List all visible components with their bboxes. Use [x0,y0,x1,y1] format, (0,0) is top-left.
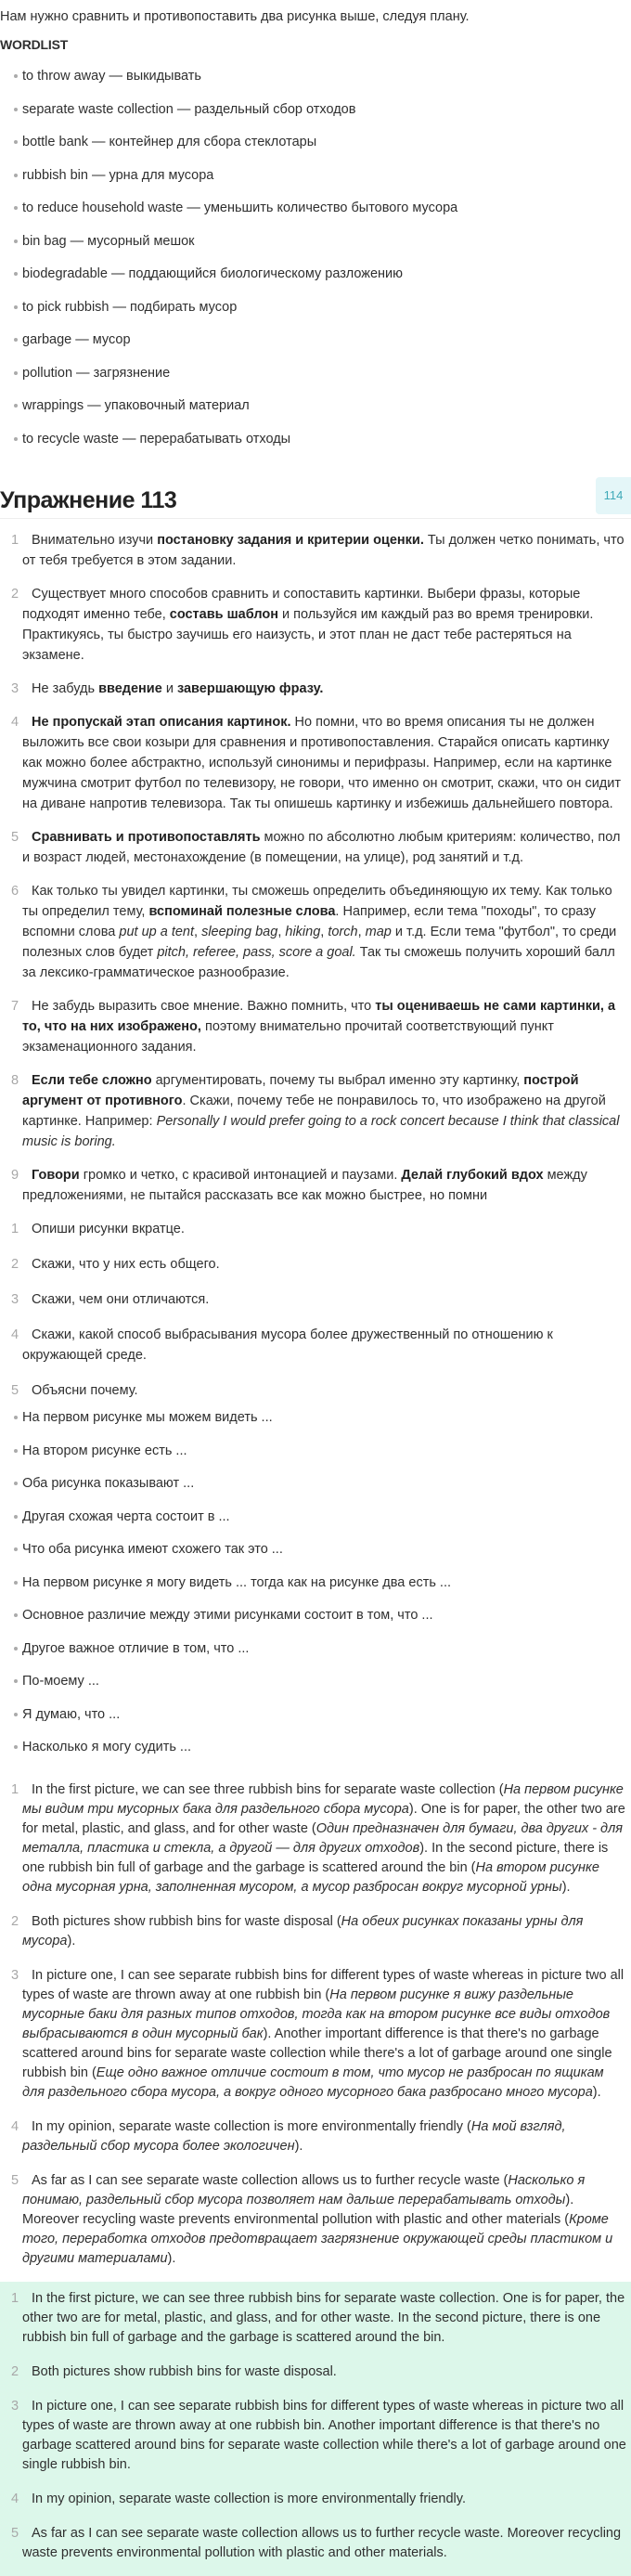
italic-text: На первом рисунке я вижу раздельные мусорные баки для разных типов отходов, тогда как на втором рисунке все виды отходов выбрасываются в один мусорный бак [22,1987,611,2041]
answer-item [0,1780,631,1897]
tip-item [0,996,631,1057]
text: Ты должен четко понимать, что от тебя требуется в этом задании. [22,533,625,568]
answers-with-translation [0,1780,631,2269]
answer-item [0,1912,631,1951]
wordlist [0,67,631,462]
wordlist-item: to throw away — выкидывать [0,67,631,100]
italic-text: map [365,925,392,939]
item-number: 2 [11,1913,19,1929]
tip-item [0,679,631,699]
italic-text: На первом рисунке мы видим три мусорных бака для раздельного сбора мусора [22,1781,624,1817]
italic-text: hiking [285,925,321,939]
item-number: 2 [11,2363,19,2379]
wordlist-item: wrappings — упаковочный материал [0,396,631,430]
bold-text: вспоминай полезные слова [148,904,336,919]
phrase-item: Другое важное отличие в том, что ... [0,1639,631,1673]
italic-text: torch [328,925,358,939]
plan-item [0,1289,631,1310]
italic-text: Personally I would prefer going to a rock concert because I think that classical music is boring. [22,1114,620,1149]
phrases-list [0,1408,631,1771]
text: , [277,925,286,939]
plan-item [0,1325,631,1366]
text: Внимательно изучи [32,533,158,548]
text: и [161,681,177,696]
item-number: 8 [11,1073,19,1088]
text: . Например, если тема "походы", то сразу вспомни слова [22,904,597,939]
exercise-title: Упражнение 113 [0,487,177,513]
text: ). [592,2084,601,2100]
text: можно по абсолютно любым критериям: количество, пол и возраст людей, местонахождение (в помещении, на улице), род занятий и т.д. [22,830,621,865]
text: Существует много способов сравнить и сопоставить картинки. Выбери фразы, которые подходят именно тебе, [22,587,581,622]
phrase-item: Основное различие между этими рисунками состоит в том, что ... [0,1606,631,1639]
text: Скажи, что у них есть общего. [32,1257,220,1272]
item-number: 1 [11,533,19,548]
item-number: 5 [11,1383,19,1398]
tip-item [0,881,631,983]
final-answer-item [0,2490,631,2509]
item-number: 3 [11,1292,19,1307]
text: Так ты сможешь получить хороший балл за лексико-грамматическое разнообразие. [22,945,615,980]
text: ). [294,2138,303,2154]
intro-text: Нам нужно сравнить и противопоставить два рисунка выше, следуя плану. [0,9,470,24]
item-number: 1 [11,2290,19,2306]
text: ). [67,1933,76,1948]
italic-text: put up a tent [119,925,195,939]
item-number: 5 [11,2172,19,2188]
italic-text: На мой взгляд, раздельный сбор мусора более экологичен [22,2118,566,2154]
plan-item [0,1380,631,1401]
text: In picture one, I can see separate rubbish bins for different types of waste whereas in picture two all types of waste are thrown away at one rubbish bin ( [22,1967,625,2002]
phrase-item: Другая схожая черта состоит в ... [0,1508,631,1541]
next-page-button[interactable]: 114 [596,477,631,514]
bold-text: постановку задания и критерии оценки. [157,533,424,548]
item-number: 5 [11,830,19,845]
bold-text: Говори [32,1168,80,1183]
italic-text: Еще одно важное отличие состоит в том, что мусор не разбросан по ящикам для раздельного сбора мусора, а вокруг одного мусорного бака разбросано много мусора [22,2065,604,2100]
bold-text: Если тебе сложно [32,1073,152,1088]
tip-item [0,1165,631,1206]
phrase-item: На первом рисунке мы можем видеть ... [0,1408,631,1442]
bold-text: составь шаблон [169,607,278,622]
text: ). [561,1879,571,1895]
italic-text: Кроме того, переработка отходов предотвращает загрязнение окружающей среды пластиком и другими материалами [22,2211,613,2266]
bold-text: Сравнивать и противопоставлять [32,830,261,845]
text: , [357,925,366,939]
item-number: 4 [11,715,19,730]
text: громко и четко, с красивой интонацией и паузами. [79,1168,402,1183]
italic-text: На втором рисунке одна мусорная урна, заполненная мусором, а мусор разбросан вокруг мусорной урны [22,1859,599,1895]
text: ). One is for paper, the other two are for metal, plastic, and glass, and for other waste ( [22,1801,625,1836]
plan-list [0,1219,631,1401]
final-answer-block [0,2282,631,2576]
tip-item [0,712,631,814]
text: между предложениями, не пытайся рассказать все как можно быстрее, но помни [22,1168,587,1203]
bold-text: построй аргумент от противного [22,1073,579,1108]
text: ). In the second picture, there is one rubbish bin full of garbage and the garbage is scattered around the bin ( [22,1840,609,1875]
final-answer-item [0,2362,631,2382]
answer-item [0,2171,631,2269]
item-number: 2 [11,1257,19,1272]
bold-text: введение [98,681,162,696]
text: и пользуйся им каждый раз во время тренировки. Практикуясь, ты быстро заучишь его наизусть, и этот план не даст тебе растеряться на экзамене. [22,607,594,663]
item-number: 3 [11,2398,19,2414]
tip-item [0,827,631,868]
bold-text: Не пропускай этап описания картинок. [32,715,291,730]
text: As far as I can see separate waste collection allows us to further recycle waste ( [32,2172,509,2188]
tip-item [0,584,631,666]
text: ). Another important difference is that there's no garbage scattered around bins for separate waste collection while there's a lot of garbage around one single rubbish bin ( [22,2026,612,2080]
text: Скажи, какой способ выбрасывания мусора более дружественный по отношению к окружающей среде. [22,1327,553,1363]
phrase-item: По-моему ... [0,1672,631,1705]
bold-text: завершающую фразу. [176,681,324,696]
bold-text: Делай глубокий вдох [401,1168,544,1183]
text: Как только ты увидел картинки, ты сможешь определить объединяющую их тему. Как только ты определил тему, [22,884,612,919]
text: In the first picture, we can see three rubbish bins for separate waste collection ( [32,1781,504,1797]
wordlist-item: pollution — загрязнение [0,364,631,397]
italic-text: Насколько я понимаю, раздельный сбор мусора позволяет нам дальше перерабатывать отходы [22,2172,586,2207]
item-number: 2 [11,587,19,602]
item-number: 1 [11,1222,19,1236]
item-number: 9 [11,1168,19,1183]
final-answer-item [0,2397,631,2475]
phrase-item: На втором рисунке есть ... [0,1442,631,1475]
text: As far as I can see separate waste collection allows us to further recycle waste. Moreover recycling waste prevents environmental pollution with plastic and other materials. [22,2525,622,2560]
wordlist-item: biodegradable — поддающийся биологическому разложению [0,265,631,298]
text: Скажи, чем они отличаются. [32,1292,210,1307]
tips-list [0,530,631,1206]
item-number: 5 [11,2525,19,2541]
tip-item [0,530,631,571]
final-answer-item [0,2524,631,2563]
text: Опиши рисунки вкратце. [32,1222,185,1236]
text: ). [167,2250,176,2266]
wordlist-item: to reduce household waste — уменьшить количество бытового мусора [0,199,631,232]
text: In my opinion, separate waste collection is more environmentally friendly. [32,2491,466,2506]
phrase-item: Я думаю, что ... [0,1705,631,1739]
wordlist-title: WORDLIST [0,37,69,52]
exercise-header [0,485,631,519]
phrase-item: Оба рисунка показывают ... [0,1474,631,1508]
text: Объясни почему. [32,1383,138,1398]
wordlist-item: separate waste collection — раздельный сбор отходов [0,100,631,134]
text: поэтому внимательно прочитай соответствующий пункт экзаменационного задания. [22,1019,554,1055]
italic-text: sleeping bag [201,925,278,939]
text: , [320,925,328,939]
italic-text: На обеих рисунках показаны урны для мусора [22,1913,584,1948]
phrase-item: Насколько я могу судить ... [0,1738,631,1771]
item-number: 3 [11,1967,19,1983]
text: ). Moreover recycling waste prevents environmental pollution with plastic and other materials ( [22,2192,574,2227]
tip-item [0,1070,631,1152]
answer-item [0,1966,631,2103]
text: Both pictures show rubbish bins for waste disposal ( [32,1913,341,1929]
item-number: 3 [11,681,19,696]
text: Но помни, что во время описания ты не должен выложить все свои козыри для сравнения и противопоставления. Старайся описать картинку как можно более абстрактно, используй синонимы и перифразы. Например, если на картинке мужчина смотрит футбол по телевизору, не говори, что именно он смотрит, скажи, что он сидит на диване напротив телевизора. Так ты опишешь картинку и избежишь дальнейшего повтора. [22,715,622,811]
text: In my opinion, separate waste collection is more environmentally friendly ( [32,2118,471,2134]
phrase-item: На первом рисунке я могу видеть ... тогда как на рисунке два есть ... [0,1573,631,1607]
text: In picture one, I can see separate rubbish bins for different types of waste whereas in picture two all types of waste are thrown away at one rubbish bin. Another important difference is that there's no garbage scattered around bins for separate waste collection while there's a lot of garbage around one single rubbish bin. [22,2398,626,2472]
wordlist-item: rubbish bin — урна для мусора [0,166,631,200]
final-answer-item [0,2289,631,2348]
plan-item [0,1219,631,1239]
text: Не забудь [32,681,99,696]
item-number: 1 [11,1781,19,1797]
wordlist-item: to recycle waste — перерабатывать отходы [0,430,631,463]
item-number: 4 [11,2491,19,2506]
wordlist-item: bin bag — мусорный мешок [0,232,631,265]
wordlist-item: to pick rubbish — подбирать мусор [0,298,631,331]
text: Не забудь выразить свое мнение. Важно помнить, что [32,999,376,1014]
text: In the first picture, we can see three rubbish bins for separate waste collection. One is for paper, the other two are for metal, plastic, and glass, and for other waste. In the second picture, there is one rubbish bin full of garbage and the garbage is scattered around the bin. [22,2290,625,2345]
wordlist-item: bottle bank — контейнер для сбора стеклотары [0,133,631,166]
text: аргументировать, почему ты выбрал именно эту картинку, [151,1073,524,1088]
item-number: 6 [11,884,19,899]
italic-text: pitch, referee, pass, score a goal. [157,945,356,960]
item-number: 7 [11,999,19,1014]
text: , [194,925,202,939]
bold-text: ты оцениваешь не сами картинки, а то, что на них изображено, [22,999,616,1034]
italic-text: Один предназначен для бумаги, два других - для металла, пластика и стекла, а другой — для других отходов [22,1820,623,1856]
item-number: 4 [11,2118,19,2134]
plan-item [0,1254,631,1275]
item-number: 4 [11,1327,19,1342]
text: и т.д. Если тема "футбол", то среди полезных слов будет [22,925,617,960]
text: Both pictures show rubbish bins for waste disposal. [32,2363,337,2379]
wordlist-item: garbage — мусор [0,330,631,364]
text: . Скажи, почему тебе не понравилось то, что изображено на другой картинке. Например: [22,1094,606,1129]
phrase-item: Что оба рисунка имеют схожего так это ... [0,1540,631,1573]
answer-item [0,2117,631,2156]
